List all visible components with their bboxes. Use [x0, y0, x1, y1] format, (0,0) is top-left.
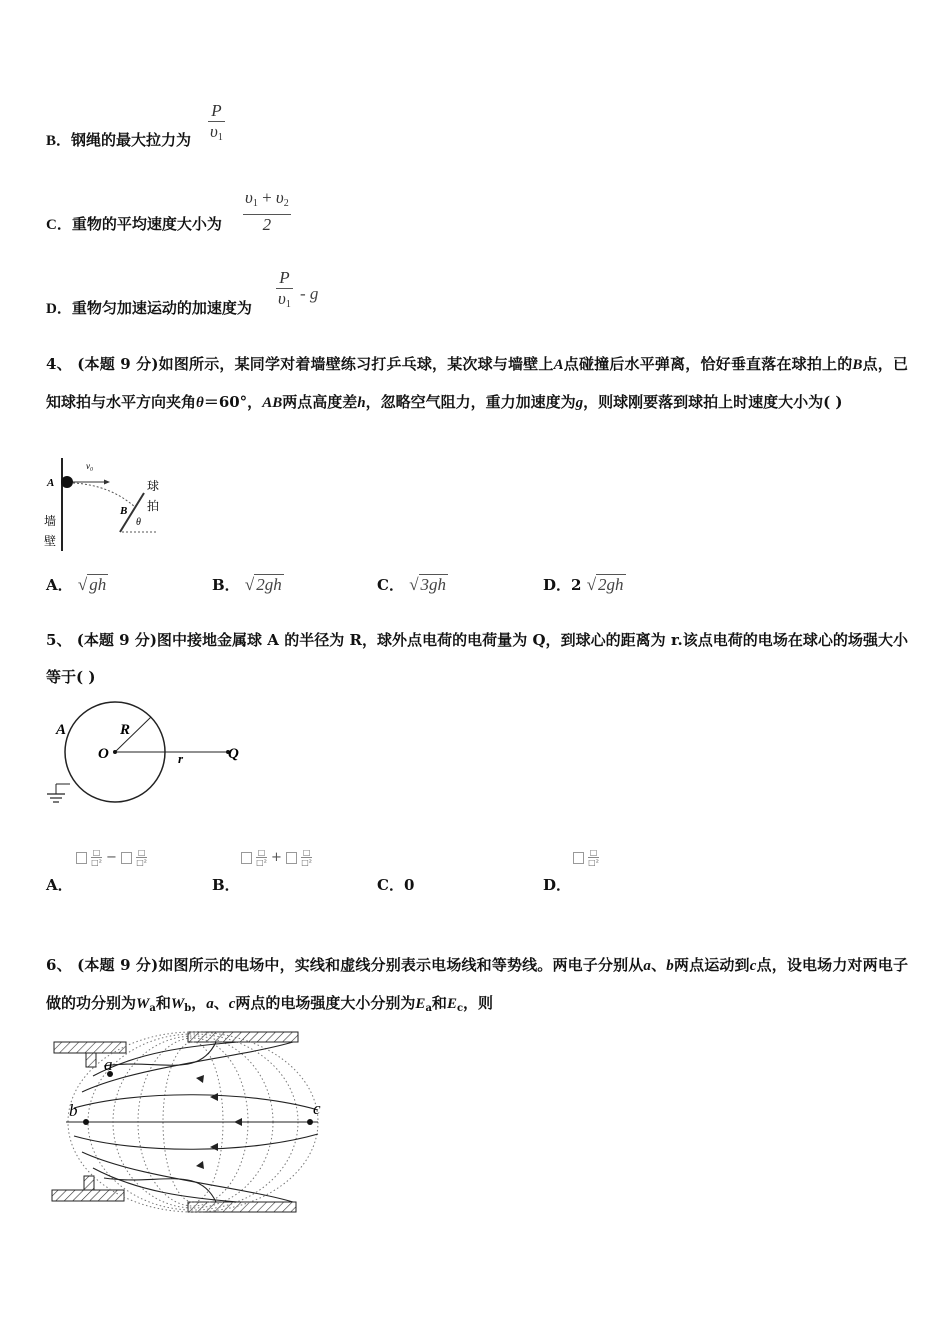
q6-sep2: 、 [213, 994, 229, 1012]
radicand: 2gh [598, 575, 624, 594]
var-v: υ [278, 289, 286, 308]
q6-t2: 点，设电场力对两电子做的功分别为 [46, 956, 908, 1012]
label-a: A [56, 722, 67, 738]
fraction-numerator: P [211, 101, 222, 120]
option-b-fraction [208, 101, 225, 148]
q6-t1: 两点运动到 [673, 956, 750, 974]
q4-t3: ＝60°， [203, 393, 263, 411]
label-wall-2: 壁 [44, 534, 57, 548]
q4-point-a: A [553, 357, 564, 373]
placeholder-box [286, 852, 297, 864]
plus-sign: + [271, 850, 282, 865]
mini-num: □ [137, 848, 146, 857]
mini-num: □ [257, 848, 266, 857]
mini-den: □² [256, 858, 267, 867]
option-d-fraction [276, 268, 293, 315]
q6-and2: 和 [431, 994, 447, 1012]
plus-sign: + [262, 188, 272, 207]
q4-choice-d[interactable] [543, 574, 626, 595]
label-theta: θ [136, 517, 141, 528]
label-a: a [104, 1055, 113, 1074]
q4-t2: 点，已知球拍与水平方向夹角 [46, 355, 908, 411]
q4-ab: AB [262, 395, 283, 411]
left-bottom-tab [84, 1176, 94, 1190]
option-text: 重物的平均速度大小为 [71, 215, 222, 233]
placeholder-box [121, 852, 132, 864]
mini-num: □ [92, 848, 101, 857]
label-bat-1: 球 [147, 479, 160, 493]
q6-ec: E [446, 996, 457, 1012]
placeholder-box [573, 852, 584, 864]
option-b-prev [46, 129, 191, 150]
q5-choice-b-formula [241, 848, 312, 867]
sqrt-expression: √ 2gh [586, 575, 624, 594]
label-q: Q [228, 746, 239, 762]
q6-and: 和 [155, 994, 171, 1012]
q6-b: b [666, 958, 674, 974]
option-c-fraction [243, 188, 291, 235]
mini-num: □ [302, 848, 311, 857]
point-c [307, 1119, 313, 1125]
mini-fraction [91, 848, 102, 867]
q6-t5: ，则 [463, 994, 494, 1012]
q6-a2: a [206, 996, 214, 1012]
q6-head: 6、 (本题 9 分)如图所示的电场中，实线和虚线分别表示电场线和等势线。两电子分别从 [46, 956, 644, 974]
option-d-tail: - g [300, 284, 319, 303]
right-top-electrode [188, 1032, 298, 1042]
mini-num: □ [589, 848, 598, 857]
fraction-denominator [276, 289, 293, 315]
choice-letter: C． [377, 876, 404, 894]
q6-wa-sub: a [149, 1003, 156, 1014]
q5-choice-a-formula [76, 848, 147, 867]
q6-t3: ， [191, 994, 207, 1012]
q4-choice-a[interactable] [46, 574, 108, 595]
option-letter: B． [46, 133, 72, 149]
label-a: A [47, 477, 55, 489]
mini-fraction [136, 848, 147, 867]
arrow-head [104, 480, 110, 485]
ball [61, 476, 73, 488]
option-d-prev [46, 297, 252, 318]
subscript: 1 [252, 198, 258, 209]
q6-c: c [749, 958, 757, 974]
left-top-tab [86, 1053, 96, 1067]
mini-den: □² [301, 858, 312, 867]
placeholder-box [241, 852, 252, 864]
var-v2: υ [275, 188, 284, 207]
right-bottom-electrode [188, 1202, 296, 1212]
q4-choice-c[interactable] [377, 574, 448, 595]
sqrt-expression: √ gh [77, 575, 107, 594]
mini-fraction [301, 848, 312, 867]
sqrt-expression: √ 3gh [409, 575, 447, 594]
option-text: 钢绳的最大拉力为 [71, 131, 192, 149]
sqrt-expression: √ 2gh [244, 575, 282, 594]
var-v1: υ [245, 188, 253, 207]
subscript: 1 [217, 132, 223, 143]
placeholder-box [76, 852, 87, 864]
q6-figure [48, 1030, 338, 1220]
q5-choice-d[interactable]: D． [543, 876, 572, 894]
trajectory [73, 483, 135, 507]
q4-point-b: B [852, 357, 863, 373]
q6-wb-sub: b [184, 1003, 192, 1014]
point-b [83, 1119, 89, 1125]
center-dot [113, 750, 117, 754]
q6-wa: W [136, 996, 150, 1012]
q5-figure [40, 700, 250, 812]
fraction-denominator [208, 122, 225, 148]
q4-t6: ，则球刚要落到球拍上时速度大小为( ) [583, 393, 843, 411]
label-c: c [313, 1099, 321, 1118]
option-c-prev [46, 213, 222, 234]
choice-letter: D． [543, 576, 572, 594]
q6-c2: c [228, 996, 236, 1012]
q4-figure [40, 455, 170, 555]
q5-choice-d-formula [573, 848, 599, 867]
q6-sep: 、 [650, 956, 667, 974]
q4-t1: 点碰撞后水平弹离，恰好垂直落在球拍上的 [563, 355, 853, 373]
fraction-denominator: 2 [262, 215, 272, 234]
mini-fraction [256, 848, 267, 867]
radicand: gh [89, 575, 107, 594]
choice-letter: C． [377, 576, 404, 594]
subscript: 1 [285, 299, 291, 310]
label-o: O [98, 746, 109, 762]
q6-wb: W [170, 996, 185, 1012]
label-b: B [120, 505, 128, 517]
label-v0: v₀ [86, 461, 94, 471]
label-bat-2: 拍 [147, 499, 160, 513]
choice-letter: B． [212, 576, 240, 594]
question-6-text [46, 947, 908, 1027]
option-text: 重物匀加速运动的加速度为 [71, 299, 252, 317]
subscript: 2 [283, 198, 289, 209]
question-5-text: 5、 (本题 9 分)图中接地金属球 A 的半径为 R，球外点电荷的电荷量为 Q，到球心的距离为 r.该点电荷的电场在球心的场强大小等于( ) [46, 631, 908, 686]
option-letter: D． [46, 301, 72, 317]
fraction-numerator [243, 188, 291, 214]
question-4-text [46, 346, 908, 422]
option-letter: C． [46, 217, 72, 233]
q6-ea: E [415, 996, 426, 1012]
radicand: 2gh [256, 575, 282, 594]
q6-ec-sub: c [456, 1003, 464, 1014]
coefficient: 2 [571, 576, 582, 594]
mini-fraction [588, 848, 599, 867]
q5-choice-b[interactable]: B． [212, 876, 240, 894]
var-v: υ [210, 122, 218, 141]
mini-den: □² [136, 858, 147, 867]
mini-den: □² [91, 858, 102, 867]
label-r-distance: r [178, 751, 184, 766]
label-wall-1: 墙 [44, 514, 57, 528]
q5-choice-c[interactable] [377, 874, 414, 895]
q6-t4: 两点的电场强度大小分别为 [235, 994, 416, 1012]
mini-den: □² [588, 858, 599, 867]
q4-choice-b[interactable] [212, 574, 284, 595]
label-b: b [69, 1101, 78, 1120]
q4-t4: 两点高度差 [282, 393, 358, 411]
radicand: 3gh [420, 575, 447, 594]
q4-head: 4、 (本题 9 分)如图所示，某同学对着墙壁练习打乒乓球，某次球与墙壁上 [46, 355, 554, 373]
choice-letter: A． [46, 576, 73, 594]
choice-content: 0 [403, 876, 415, 894]
q6-ea-sub: a [425, 1003, 432, 1014]
q5-choice-a[interactable]: A． [46, 876, 73, 894]
q4-h: h [357, 395, 366, 411]
label-r-radius: R [120, 722, 131, 738]
q6-a: a [643, 958, 651, 974]
minus-sign: − [106, 850, 117, 865]
q4-theta: θ [196, 395, 204, 411]
fraction-numerator: P [279, 268, 290, 287]
q4-t5: ，忽略空气阻力，重力加速度为 [365, 393, 576, 411]
q4-g: g [575, 395, 584, 411]
